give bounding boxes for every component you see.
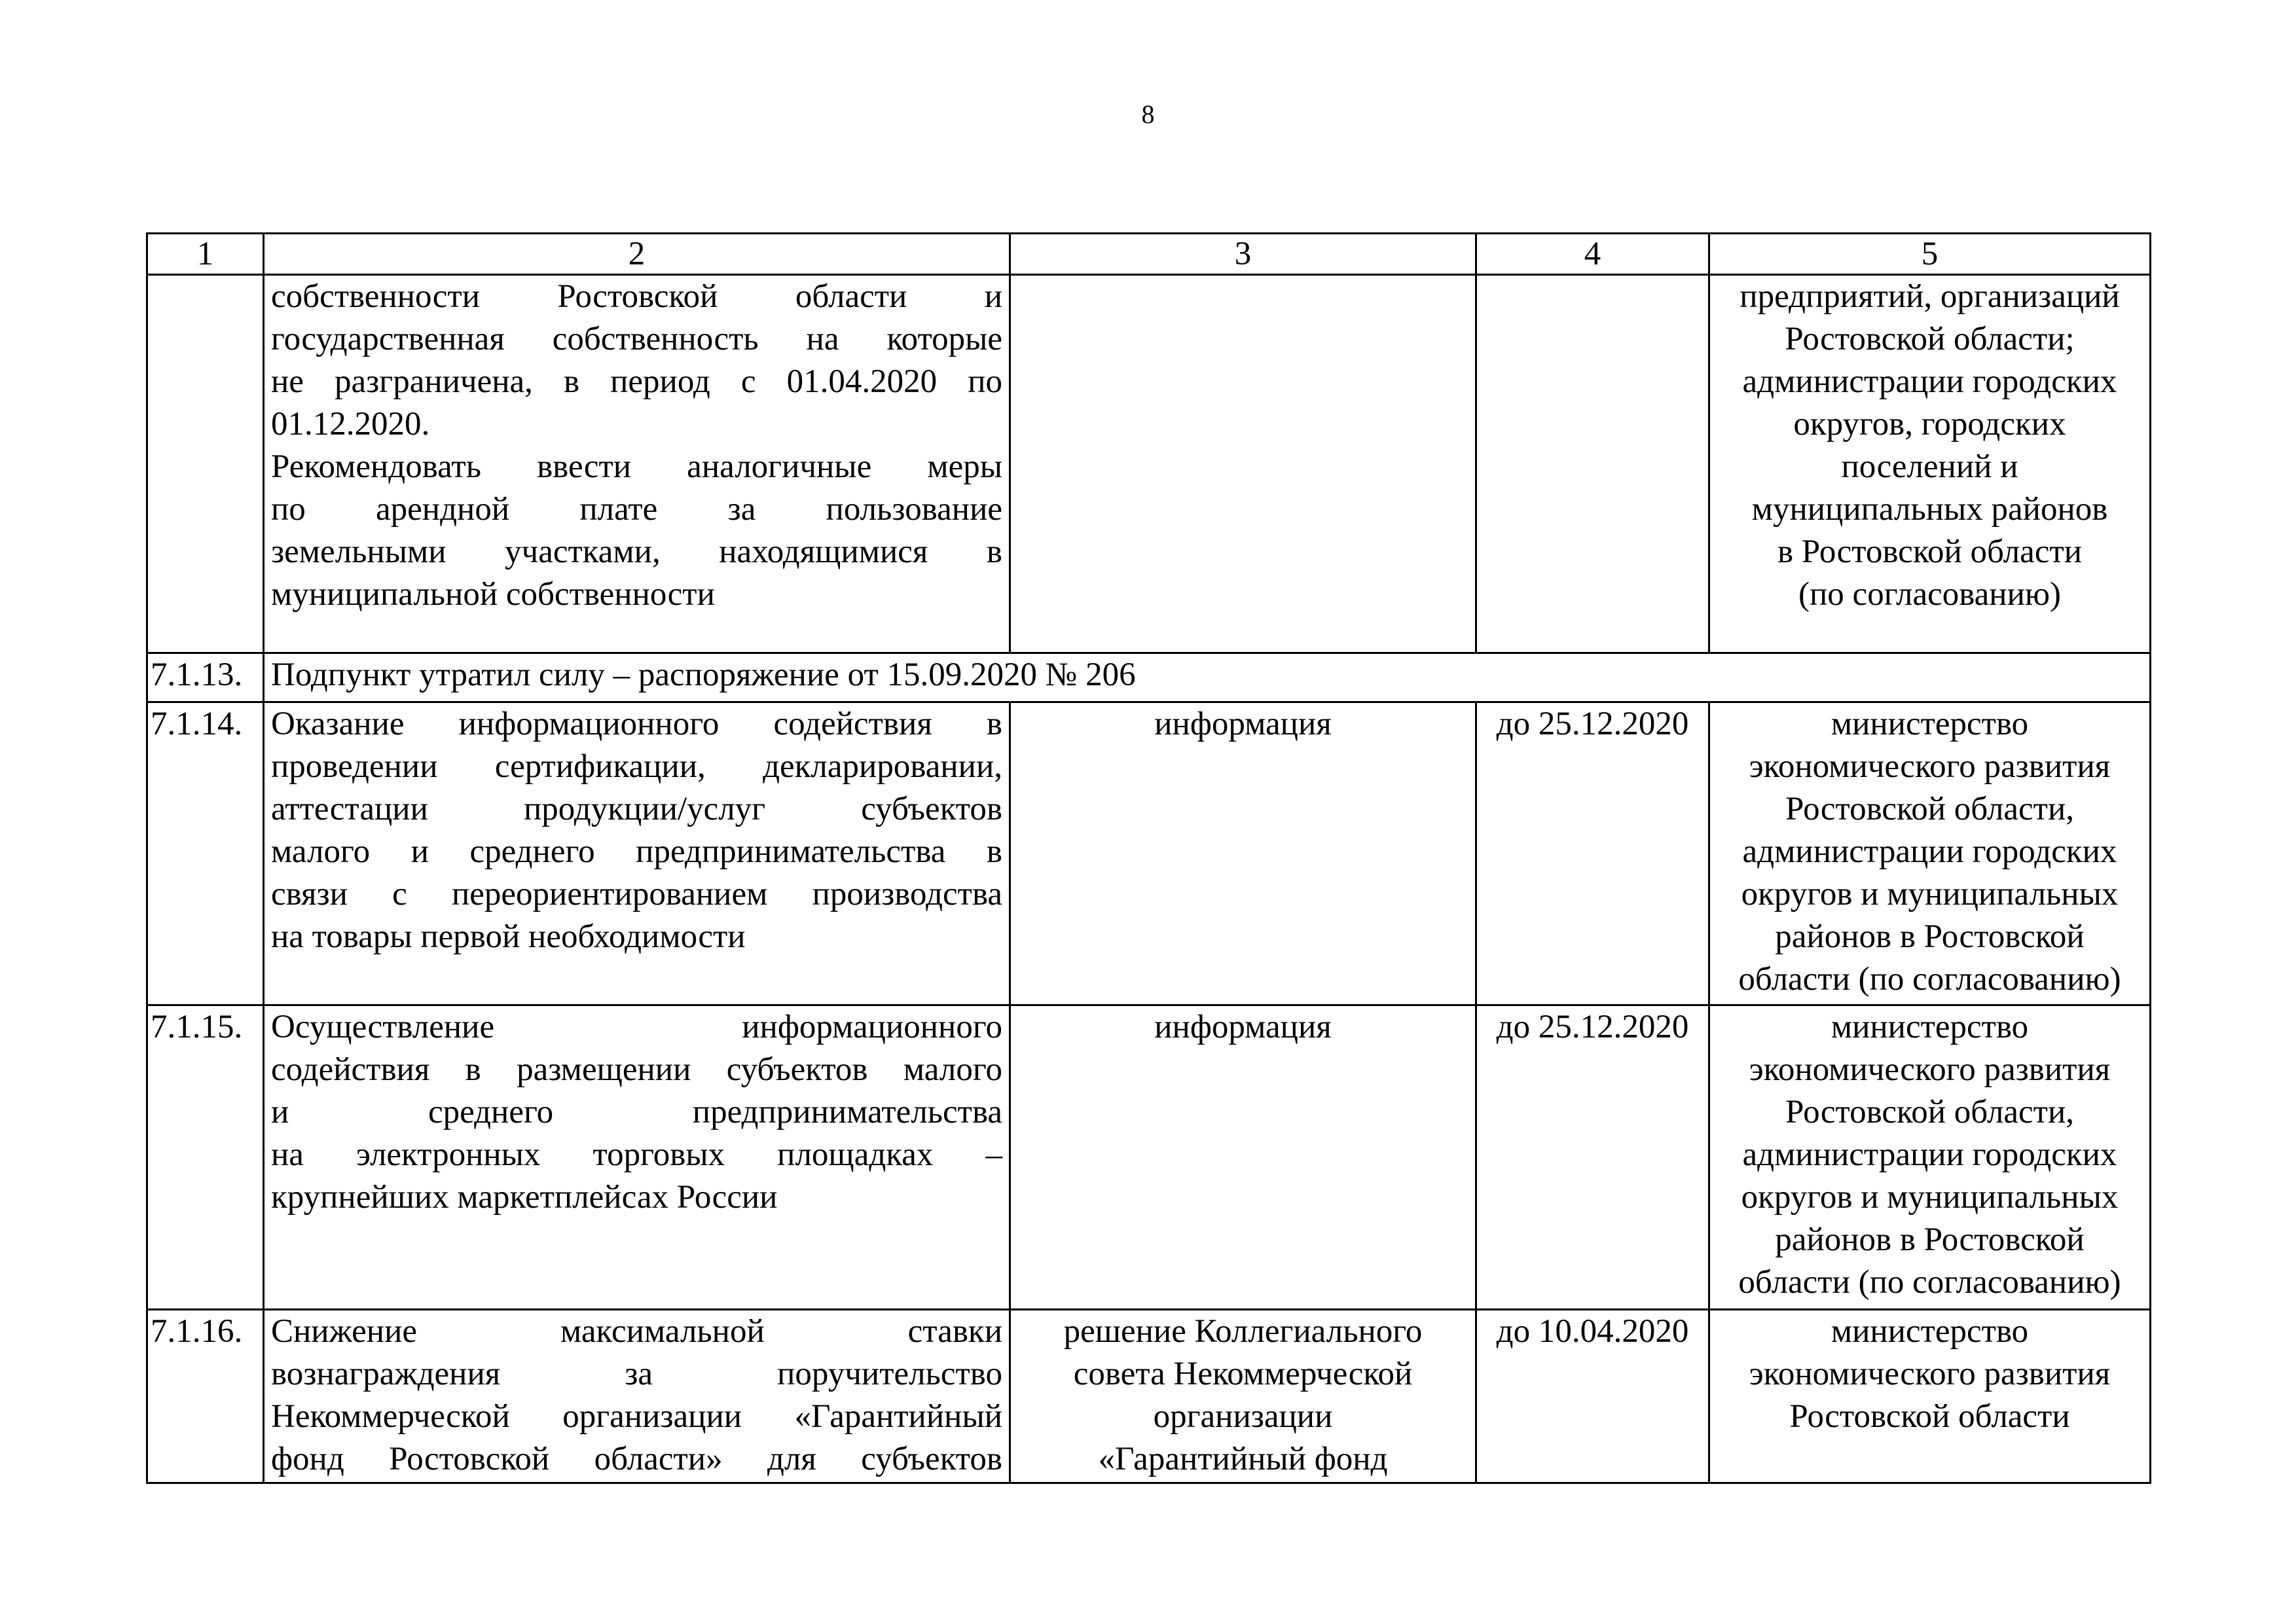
responsible-line: администрации городских <box>1742 833 2117 870</box>
measure-text <box>264 1310 1010 1483</box>
responsible-line: округов и муниципальных <box>1741 876 2119 912</box>
text-line: Оказание информационного содействия в <box>271 706 1002 742</box>
responsible <box>1709 1005 2151 1310</box>
responsible-line: министерство <box>1831 706 2029 742</box>
result-form-line: информация <box>1154 1009 1332 1045</box>
responsible-line: районов в Ростовской <box>1775 918 2085 955</box>
responsible-line: министерство <box>1831 1313 2029 1350</box>
text-line: аттестации продукции/услуг субъектов <box>271 791 1002 827</box>
item-number <box>147 275 264 653</box>
text-line: содействия в размещении субъектов малого <box>271 1051 1002 1088</box>
text-line: и среднего предпринимательства <box>271 1094 1002 1130</box>
responsible <box>1709 1310 2151 1483</box>
measure-text <box>264 1005 1010 1310</box>
responsible-line: администрации городских <box>1742 1136 2117 1173</box>
responsible-line: Ростовской области; <box>1785 321 2075 357</box>
responsible-line: экономического развития <box>1749 1356 2111 1392</box>
responsible-line: Ростовской области, <box>1785 791 2074 827</box>
responsible-line: министерство <box>1831 1009 2029 1045</box>
item-number: 7.1.16. <box>147 1310 264 1483</box>
responsible-line: предприятий, организаций <box>1740 278 2120 315</box>
text-line: проведении сертификации, декларировании, <box>271 748 1002 785</box>
item-number: 7.1.13. <box>147 653 264 702</box>
text-line: вознаграждения за поручительство <box>271 1356 1002 1392</box>
deadline <box>1476 275 1709 653</box>
table-row <box>147 653 2151 702</box>
text-line: собственности Ростовской области и <box>271 278 1002 315</box>
measure-text <box>264 702 1010 1005</box>
text-line: 01.12.2020. <box>271 406 430 442</box>
header-cell-3: 3 <box>1010 234 1476 275</box>
responsible-line: Ростовской области, <box>1785 1094 2074 1130</box>
text-line: по арендной плате за пользование <box>271 491 1002 528</box>
text-line: крупнейших маркетплейсах России <box>271 1179 778 1216</box>
deadline: до 25.12.2020 <box>1476 1005 1709 1310</box>
text-line: Некоммерческой организации «Гарантийный <box>271 1398 1002 1435</box>
result-form <box>1010 1310 1476 1483</box>
header-row <box>147 234 2151 275</box>
responsible-line: в Ростовской области <box>1777 533 2083 570</box>
text-line: муниципальной собственности <box>271 576 715 613</box>
text-line: на электронных торговых площадках – <box>271 1136 1002 1173</box>
item-number: 7.1.15. <box>147 1005 264 1310</box>
responsible-line: администрации городских <box>1742 363 2117 400</box>
text-line: Рекомендовать ввести аналогичные меры <box>271 448 1002 485</box>
text-line: Снижение максимальной ставки <box>271 1313 1002 1350</box>
responsible-line: районов в Ростовской <box>1775 1221 2085 1258</box>
table-row <box>147 702 2151 1005</box>
responsible-line: экономического развития <box>1749 748 2111 785</box>
header-cell-5: 5 <box>1709 234 2151 275</box>
text-line: Осуществление информационного <box>271 1009 1002 1045</box>
responsible-line: области (по согласованию) <box>1738 961 2121 998</box>
measure-text <box>264 275 1010 653</box>
deadline: до 25.12.2020 <box>1476 702 1709 1005</box>
text-line: не разграничена, в период с 01.04.2020 по <box>271 363 1002 400</box>
result-form-line: решение Коллегиального <box>1063 1313 1423 1350</box>
text-line: связи с переориентированием производства <box>271 876 1002 912</box>
repealed-note: Подпункт утратил силу – распоряжение от 15.09.2020 № 206 <box>264 653 2151 702</box>
header-cell-4: 4 <box>1476 234 1709 275</box>
responsible-line: поселений и <box>1841 448 2018 485</box>
text-line: на товары первой необходимости <box>271 918 746 955</box>
result-form <box>1010 1005 1476 1310</box>
result-form <box>1010 275 1476 653</box>
result-form-line: «Гарантийный фонд <box>1098 1441 1388 1477</box>
table-row <box>147 275 2151 653</box>
header-cell-2: 2 <box>264 234 1010 275</box>
deadline: до 10.04.2020 <box>1476 1310 1709 1483</box>
text-line: земельными участками, находящимися в <box>271 533 1002 570</box>
result-form-line: совета Некоммерческой <box>1073 1356 1413 1392</box>
item-number: 7.1.14. <box>147 702 264 1005</box>
responsible-line: (по согласованию) <box>1798 576 2061 613</box>
responsible-line: округов, городских <box>1793 406 2066 442</box>
measures-table <box>146 232 2151 1484</box>
result-form <box>1010 702 1476 1005</box>
table-row <box>147 1005 2151 1310</box>
text-line: фонд Ростовской области» для субъектов <box>271 1441 1002 1477</box>
header-cell-1: 1 <box>147 234 264 275</box>
result-form-line: организации <box>1153 1398 1333 1435</box>
text-line: государственная собственность на которые <box>271 321 1002 357</box>
responsible-line: округов и муниципальных <box>1741 1179 2119 1216</box>
responsible <box>1709 702 2151 1005</box>
responsible-line: Ростовской области <box>1789 1398 2070 1435</box>
result-form-line: информация <box>1154 706 1332 742</box>
responsible <box>1709 275 2151 653</box>
page-number: 8 <box>1141 99 1155 129</box>
responsible-line: муниципальных районов <box>1751 491 2108 528</box>
table-row <box>147 1310 2151 1483</box>
responsible-line: экономического развития <box>1749 1051 2111 1088</box>
text-line: малого и среднего предпринимательства в <box>271 833 1002 870</box>
responsible-line: области (по согласованию) <box>1738 1264 2121 1301</box>
